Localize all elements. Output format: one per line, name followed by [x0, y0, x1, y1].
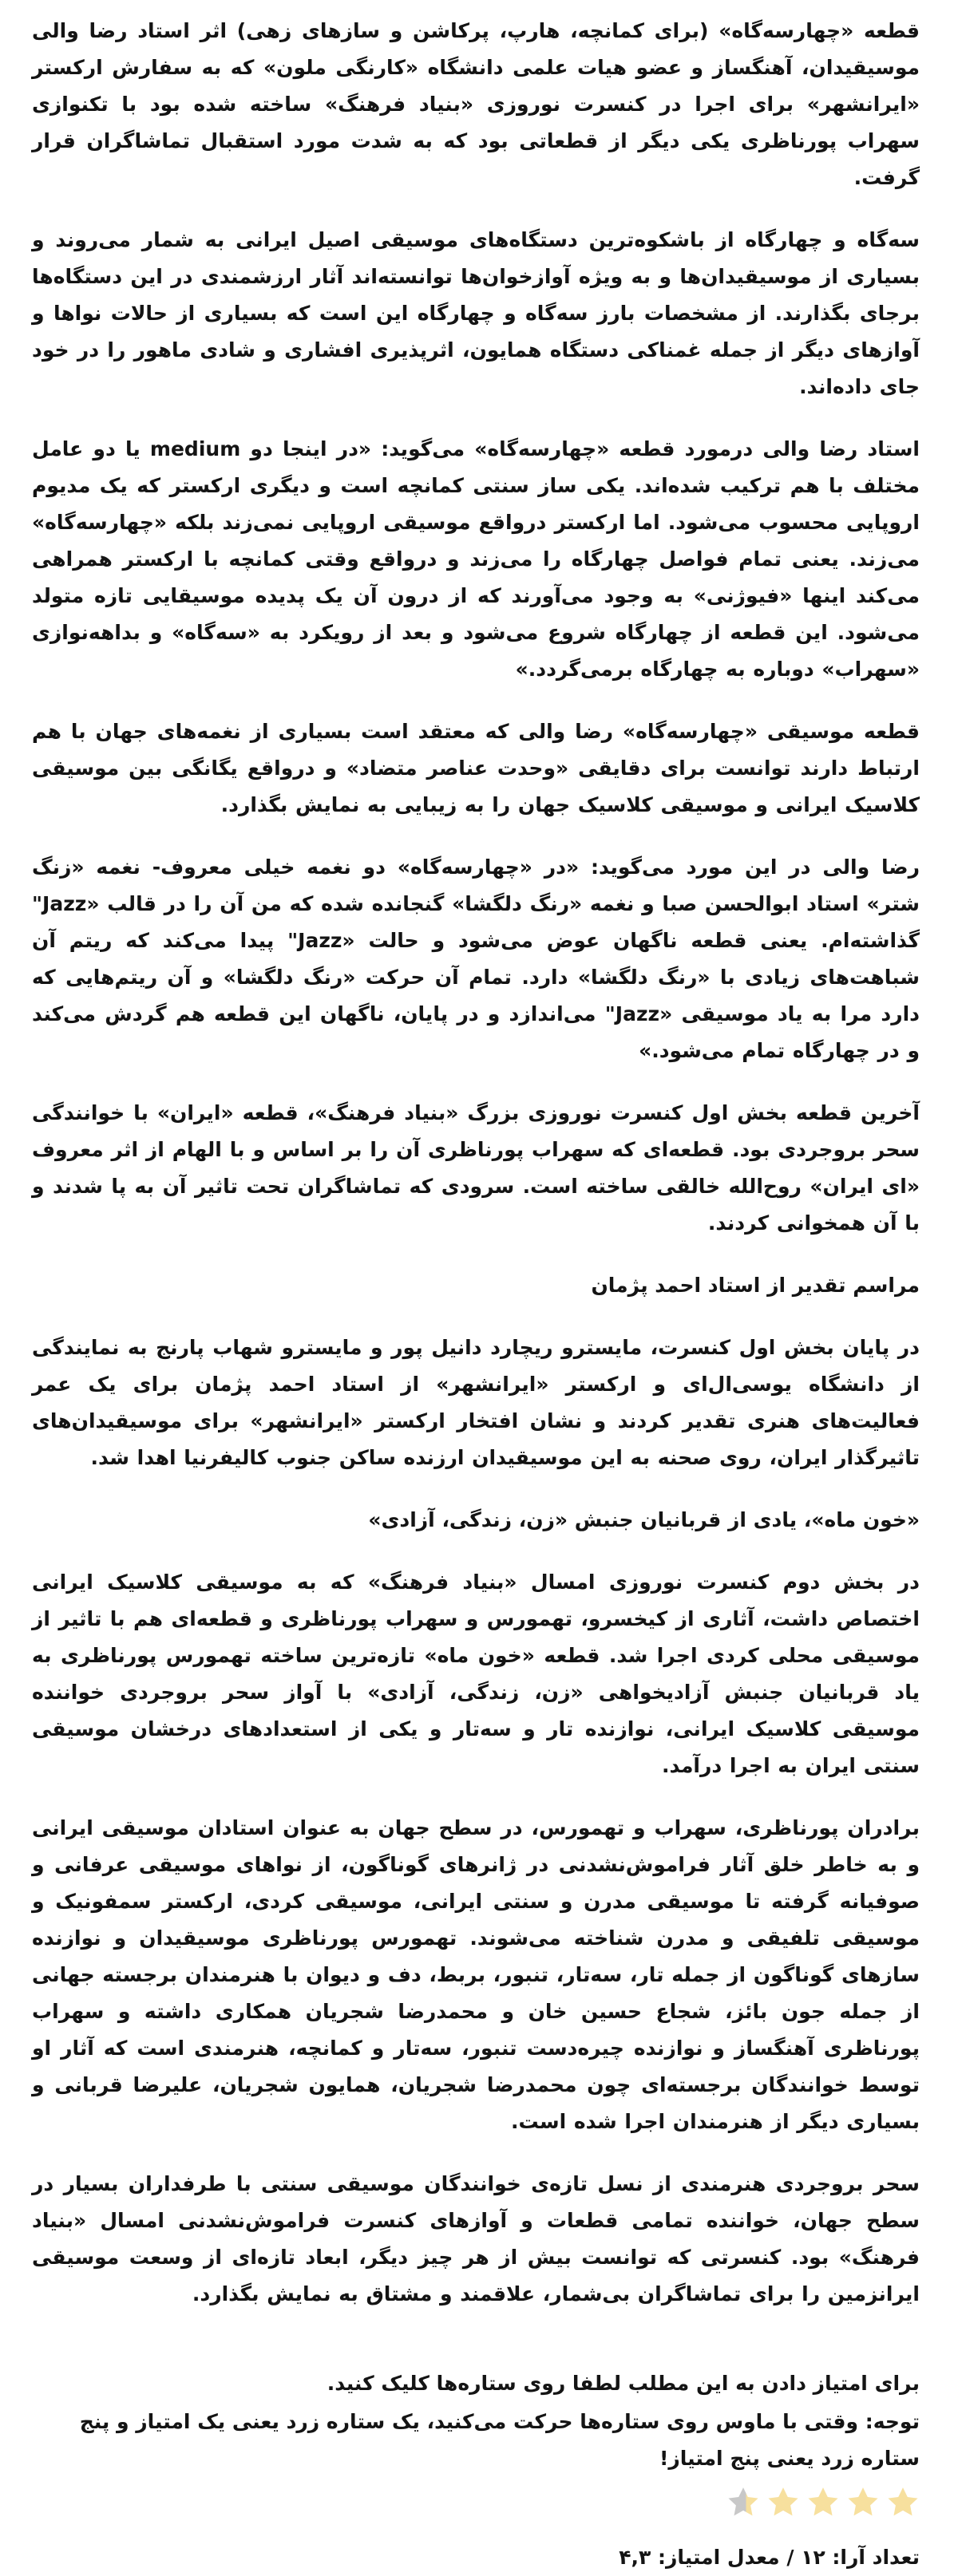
- rating-note: توجه: وقتی با ماوس روی ستاره‌ها حرکت می‌کنید، یک ستاره زرد یعنی یک امتیاز و پنج ستاره زرد یعنی پنج امتیاز!: [79, 2410, 920, 2470]
- paragraph: برادران پورناظری، سهراب و تهمورس، در سطح جهان به عنوان استادان موسیقی ایرانی و به خاطر خلق آثار فراموش‌نشدنی در ژانرهای گوناگون، از نواهای موسیقی عرفانی و صوفیانه گرفته تا موسیقی مدرن و سنتی ایرانی، موسیقی کردی، ارکستر سمفونیک و موسیقی تلفیقی و مدرن شناخته می‌شوند. تهمورس پورناظری موسیقیدان و نوازنده سازهای گوناگون از جمله تار، سه‌تار، تنبور، بربط، دف و دیوان با هنرمندان برجسته جهانی از جمله جون بائز، شجاع حسین خان و محمدرضا شجریان همکاری داشته و سهراب پورناظری آهنگساز و نوازنده چیره‌دست تنبور، سه‌تار و کمانچه، هنرمندی است که آثار او توسط خوانندگان برجسته‌ای چون محمدرضا شجریان، همایون شجریان، علیرضا قربانی و بسیاری دیگر از هنرمندان اجرا شده است.: [32, 1816, 920, 2133]
- star-icon[interactable]: [806, 2485, 840, 2519]
- paragraph: سحر بروجردی هنرمندی از نسل تازه‌ی خوانندگان موسیقی سنتی با طرفداران بسیار در سطح جهان، خواننده تمامی قطعات و آوازهای کنسرت فراموش‌نشدنی امسال «بنیاد فرهنگ» بود. کنسرتی که توانست بیش از هر چیز دیگر، ابعاد تازه‌ای از وسعت موسیقی ایرانزمین را برای تماشاگران بی‌شمار، علاقمند و مشتاق به نمایش بگذارد.: [32, 2172, 920, 2305]
- paragraph: در بخش دوم کنسرت نوروزی امسال «بنیاد فرهنگ» که به موسیقی کلاسیک ایرانی اختصاص داشت، آثاری از کیخسرو، تهمورس و سهراب پورناظری و قطعه‌ای هم با تاثیر از موسیقی محلی کردی اجرا شد. قطعه «خون ماه» تازه‌ترین ساخته تهمورس پورناظری به یاد قربانیان جنبش آزادیخواهی «زن، زندگی، آزادی» با آواز سحر بروجردی خواننده موسیقی کلاسیک ایرانی، نوازنده تار و سه‌تار و یکی از استعدادهای درخشان موسیقی سنتی ایران به اجرا درآمد.: [32, 1570, 920, 1777]
- section-heading-blood-moon: «خون ماه»، یادی از قربانیان جنبش «زن، زندگی، آزادی»: [368, 1508, 920, 1531]
- rating-instruction: برای امتیاز دادن به این مطلب لطفا روی ستاره‌ها کلیک کنید.: [327, 2372, 920, 2395]
- star-icon-partial[interactable]: [726, 2485, 760, 2519]
- star-rating[interactable]: [32, 2485, 920, 2522]
- paragraph: در پایان بخش اول کنسرت، مایسترو ریچارد دانیل پور و مایسترو شهاب پارنج به نمایندگی از دانشگاه یوسی‌ال‌ای و ارکستر «ایرانشهر» از استاد احمد پژمان برای یک عمر فعالیت‌های هنری تقدیر کردند و نشان افتخار ارکستر «ایرانشهر» برای موسیقیدان‌های تاثیرگذار ایران، روی صحنه به این موسیقیدان ارزنده ساکن جنوب کالیفرنیا اهدا شد.: [32, 1336, 920, 1469]
- rating-summary: تعداد آرا: ۱۲ / معدل امتیاز: ۴,۳: [619, 2546, 920, 2569]
- star-icon[interactable]: [766, 2485, 800, 2519]
- paragraph: قطعه «چهارسه‌گاه» (برای کمانچه، هارپ، پرکاشن و سازهای زهی) اثر استاد رضا والی موسیقیدان، آهنگساز و عضو هیات علمی دانشگاه «کارنگی ملون» که به سفارش ارکستر «ایرانشهر» برای اجرا در کنسرت نوروزی «بنیاد فرهنگ» ساخته شده بود با تکنوازی سهراب پورناظری یکی دیگر از قطعاتی بود که به شدت مورد استقبال تماشاگران قرار گرفت.: [32, 19, 920, 189]
- paragraph: قطعه موسیقی «چهارسه‌گاه» رضا والی که معتقد است بسیاری از نغمه‌های جهان با هم ارتباط دارند توانست برای دقایقی «وحدت عناصر متضاد» و درواقع یگانگی بین موسیقی کلاسیک ایرانی و موسیقی کلاسیک جهان را به زیبایی به نمایش بگذارد.: [32, 720, 920, 816]
- paragraph: سه‌گاه و چهارگاه از باشکوه‌ترین دستگاه‌های موسیقی اصیل ایرانی به شمار می‌روند و بسیاری از موسیقیدان‌ها و به ویژه آوازخوان‌ها توانسته‌اند آثار ارزشمندی در این دستگاه‌ها برجای بگذارند. از مشخصات بارز سه‌گاه و چهارگاه این است که بسیاری از حالات نواها و آوازهای دیگر از جمله غمناکی دستگاه همایون، اثرپذیری افشاری و شادی ماهور را در خود جای داده‌اند.: [32, 228, 920, 398]
- section-heading-pejman-tribute: مراسم تقدیر از استاد احمد پژمان: [591, 1274, 920, 1297]
- star-icon[interactable]: [886, 2485, 920, 2519]
- paragraph: آخرین قطعه بخش اول کنسرت نوروزی بزرگ «بنیاد فرهنگ»، قطعه «ایران» با خوانندگی سحر بروجردی بود. قطعه‌ای که سهراب پورناظری آن را بر اساس و با الهام از اثر معروف «ای ایران» روح‌الله خالقی ساخته است. سرودی که تماشاگران تحت تاثیر آن به پا شدند و با آن همخوانی کردند.: [32, 1101, 920, 1235]
- paragraph: رضا والی در این مورد می‌گوید: «در «چهارسه‌گاه» دو نغمه خیلی معروف- نغمه «زنگ شتر» استاد ابوالحسن صبا و نغمه «رنگ دلگشا» گنجانده شده که من آن را در قالب «Jazz" گذاشته‌ام. یعنی قطعه ناگهان عوض می‌شود و حالت «Jazz" پیدا می‌کند که ریتم آن شباهت‌های زیادی با «رنگ دلگشا» دارد. تمام آن حرکت «رنگ دلگشا» و آن ریتم‌هایی که دارد مرا به یاد موسیقی «Jazz" می‌اندازد و در پایان، ناگهان این قطعه هم گردش می‌کند و در چهارگاه تمام می‌شود.»: [32, 855, 920, 1062]
- rating-widget: [32, 2365, 920, 2576]
- paragraph: استاد رضا والی درمورد قطعه «چهارسه‌گاه» می‌گوید: «در اینجا دو medium یا دو عامل مختلف با هم ترکیب شده‌اند. یکی ساز سنتی کمانچه است و دیگری ارکستر که یک مدیوم اروپایی محسوب می‌شود. اما ارکستر درواقع موسیقی اروپایی نمی‌زند بلکه «چهارسه‌گاه» می‌زند. یعنی تمام فواصل چهارگاه را می‌زند و درواقع وقتی کمانچه با ارکستر همراهی می‌کند اینها «فیوژنی» به وجود می‌آورند که از درون آن یک پدیده موسیقایی تازه متولد می‌شود. این قطعه از چهارگاه شروع می‌شود و بعد از رویکرد به «سه‌گاه» و بداهه‌نوازی «سهراب» دوباره به چهارگاه برمی‌گردد.»: [32, 437, 920, 681]
- star-icon[interactable]: [846, 2485, 880, 2519]
